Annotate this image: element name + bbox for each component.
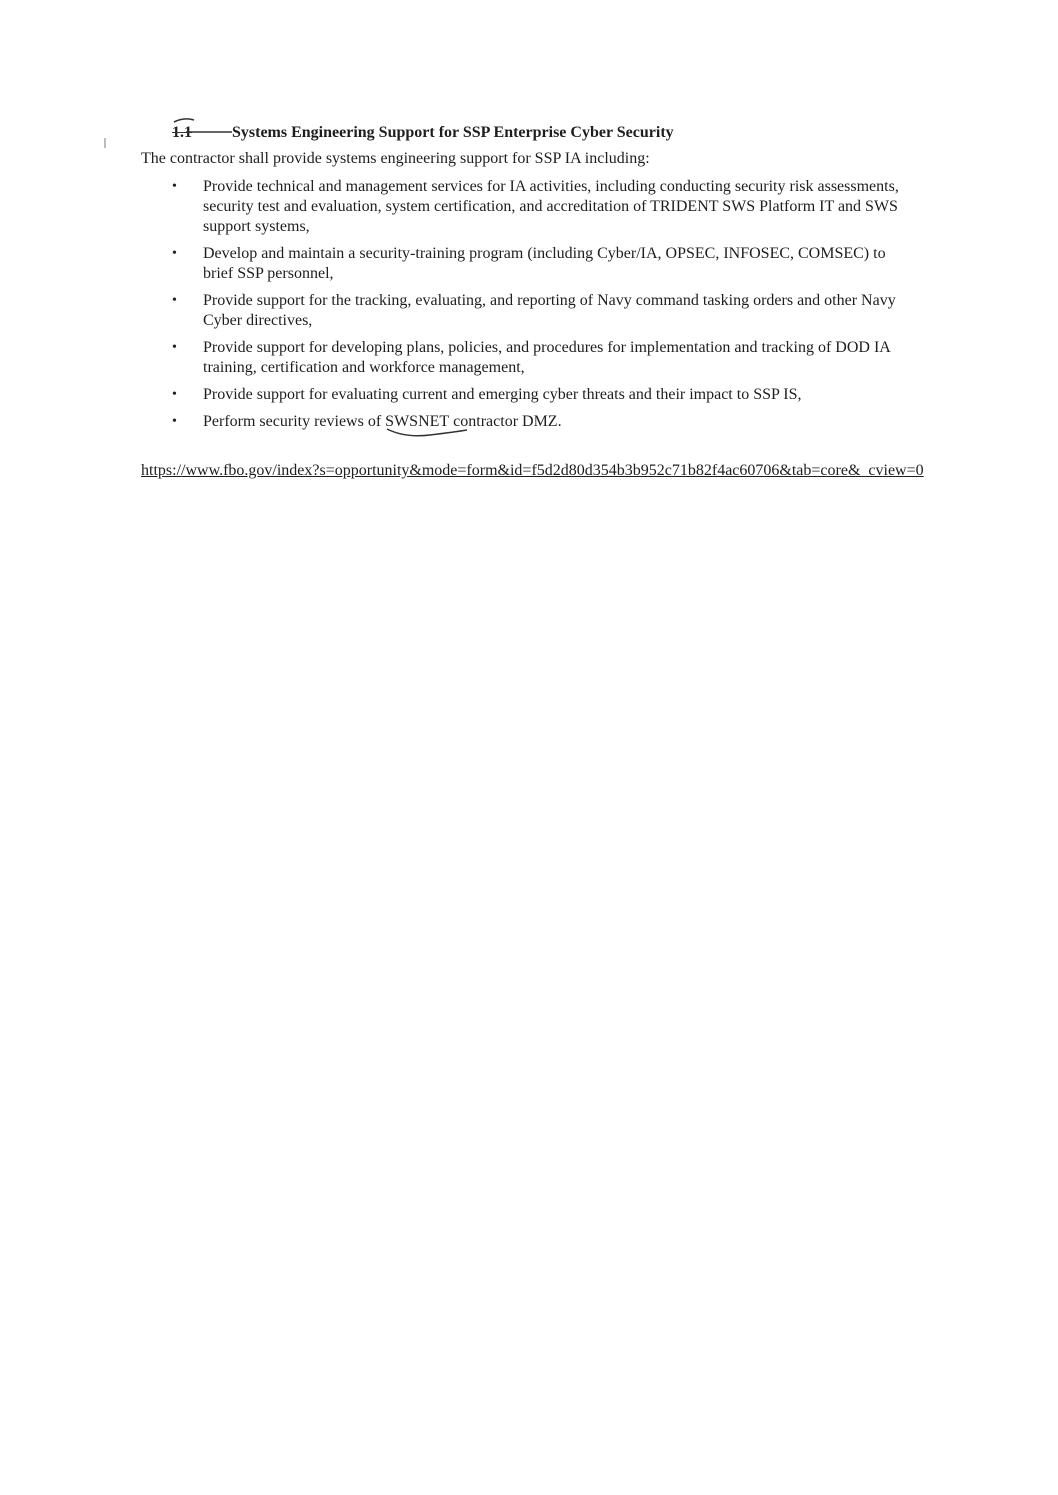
list-item [0, 244, 913, 284]
source-url-link[interactable]: https://www.fbo.gov/index?s=opportunity&mode=form&id=f5d2d80d354b3b952c71b82f4ac60706&tab=core&_cview=0 [141, 462, 924, 479]
list-item-text: Provide support for evaluating current and emerging cyber threats and their impact to SSP IS, [203, 386, 802, 403]
list-item [0, 338, 913, 378]
list-item-text: Provide support for developing plans, policies, and procedures for implementation and tracking of DOD IA training, certification and workforce management, [203, 339, 890, 376]
list-item-text-before: Perform security reviews of [203, 413, 386, 430]
highlighted-term-text: SWSNET [385, 413, 450, 430]
scan-speck [104, 138, 106, 148]
list-item [0, 177, 913, 237]
section-heading [172, 124, 674, 142]
list-item [0, 291, 913, 331]
bullet-icon: • [172, 246, 177, 261]
list-item-text-after: contractor DMZ. [449, 413, 562, 430]
intro-paragraph: The contractor shall provide systems engineering support for SSP IA including: [141, 150, 650, 167]
highlighted-term [385, 412, 449, 432]
list-item [0, 385, 913, 405]
requirements-list [0, 177, 1058, 439]
list-item [0, 412, 913, 432]
section-number [172, 124, 232, 142]
bullet-icon: • [172, 293, 177, 308]
list-item-text: Develop and maintain a security-training program (including Cyber/IA, OPSEC, INFOSEC, COMSEC) to brief SSP personnel, [203, 245, 886, 282]
bullet-icon: • [172, 414, 177, 429]
section-title: Systems Engineering Support for SSP Enterprise Cyber Security [232, 124, 674, 141]
list-item-text: Provide support for the tracking, evaluating, and reporting of Navy command tasking orders and other Navy Cyber directives, [203, 292, 896, 329]
bullet-icon: • [172, 340, 177, 355]
section-number-text: 1.1 [172, 124, 192, 141]
bullet-icon: • [172, 179, 177, 194]
bullet-icon: • [172, 387, 177, 402]
list-item-text: Provide technical and management services for IA activities, including conducting security risk assessments, security test and evaluation, system certification, and accreditation of TRIDENT SWS Platform IT and SWS support systems, [203, 178, 899, 235]
